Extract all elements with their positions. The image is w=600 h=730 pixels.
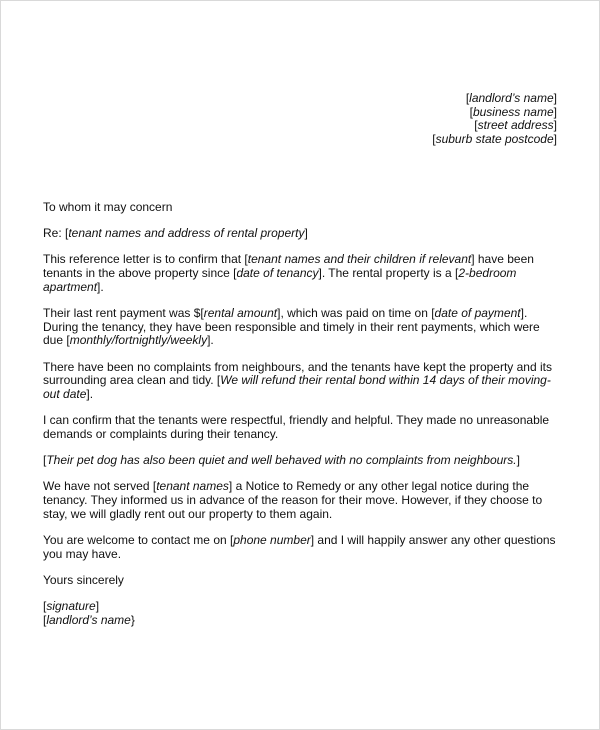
subject-line: Re: [tenant names and address of rental property] <box>43 226 308 241</box>
address-line-business-name: [business name] <box>469 104 557 119</box>
paragraph-rent-payment: Their last rent payment was $[rental amount], which was paid on time on [date of payment]. During the tenancy, they have been responsible and timely in their rent payments, which were due [monthly/fortnightly/weekly]. <box>43 306 540 348</box>
address-line-suburb-state-postcode: [suburb state postcode] <box>432 132 557 147</box>
paragraph-pet: [Their pet dog has also been quiet and well behaved with no complaints from neighbours.] <box>43 453 520 468</box>
address-line-street-address: [street address] <box>474 118 557 133</box>
signature-block <box>43 600 563 627</box>
paragraph-confirmation: This reference letter is to confirm that [tenant names and their children if relevant] have been tenants in the above property since [date of tenancy]. The rental property is a [2-bedroom apartment]. <box>43 252 534 294</box>
salutation: To whom it may concern <box>43 200 173 214</box>
closing: Yours sincerely <box>43 572 124 587</box>
address-line-landlord-name: [landlord’s name] <box>465 91 557 105</box>
letter-body <box>43 201 563 627</box>
signature-placeholder: [signature] <box>43 599 100 614</box>
sender-address-block <box>432 92 557 147</box>
paragraph-contact: You are welcome to contact me on [phone number] and I will happily answer any other questions you may have. <box>43 532 556 561</box>
paragraph-tenant-conduct: I can confirm that the tenants were respectful, friendly and helpful. They made no unreasonable demands or complaints during their tenancy. <box>43 413 550 441</box>
signatory-name: [landlord’s name} <box>43 612 135 627</box>
paragraph-legal-notice: We have not served [tenant names] a Notice to Remedy or any other legal notice during the tenancy. They informed us in advance of the reason for their move. However, if they choose to stay, we will gladly rent out our property to them again. <box>43 479 543 521</box>
paragraph-complaints-bond: There have been no complaints from neighbours, and the tenants have kept the property and its surrounding area clean and tidy. [We will refund their rental bond within 14 days of their moving-out date]. <box>43 359 552 402</box>
